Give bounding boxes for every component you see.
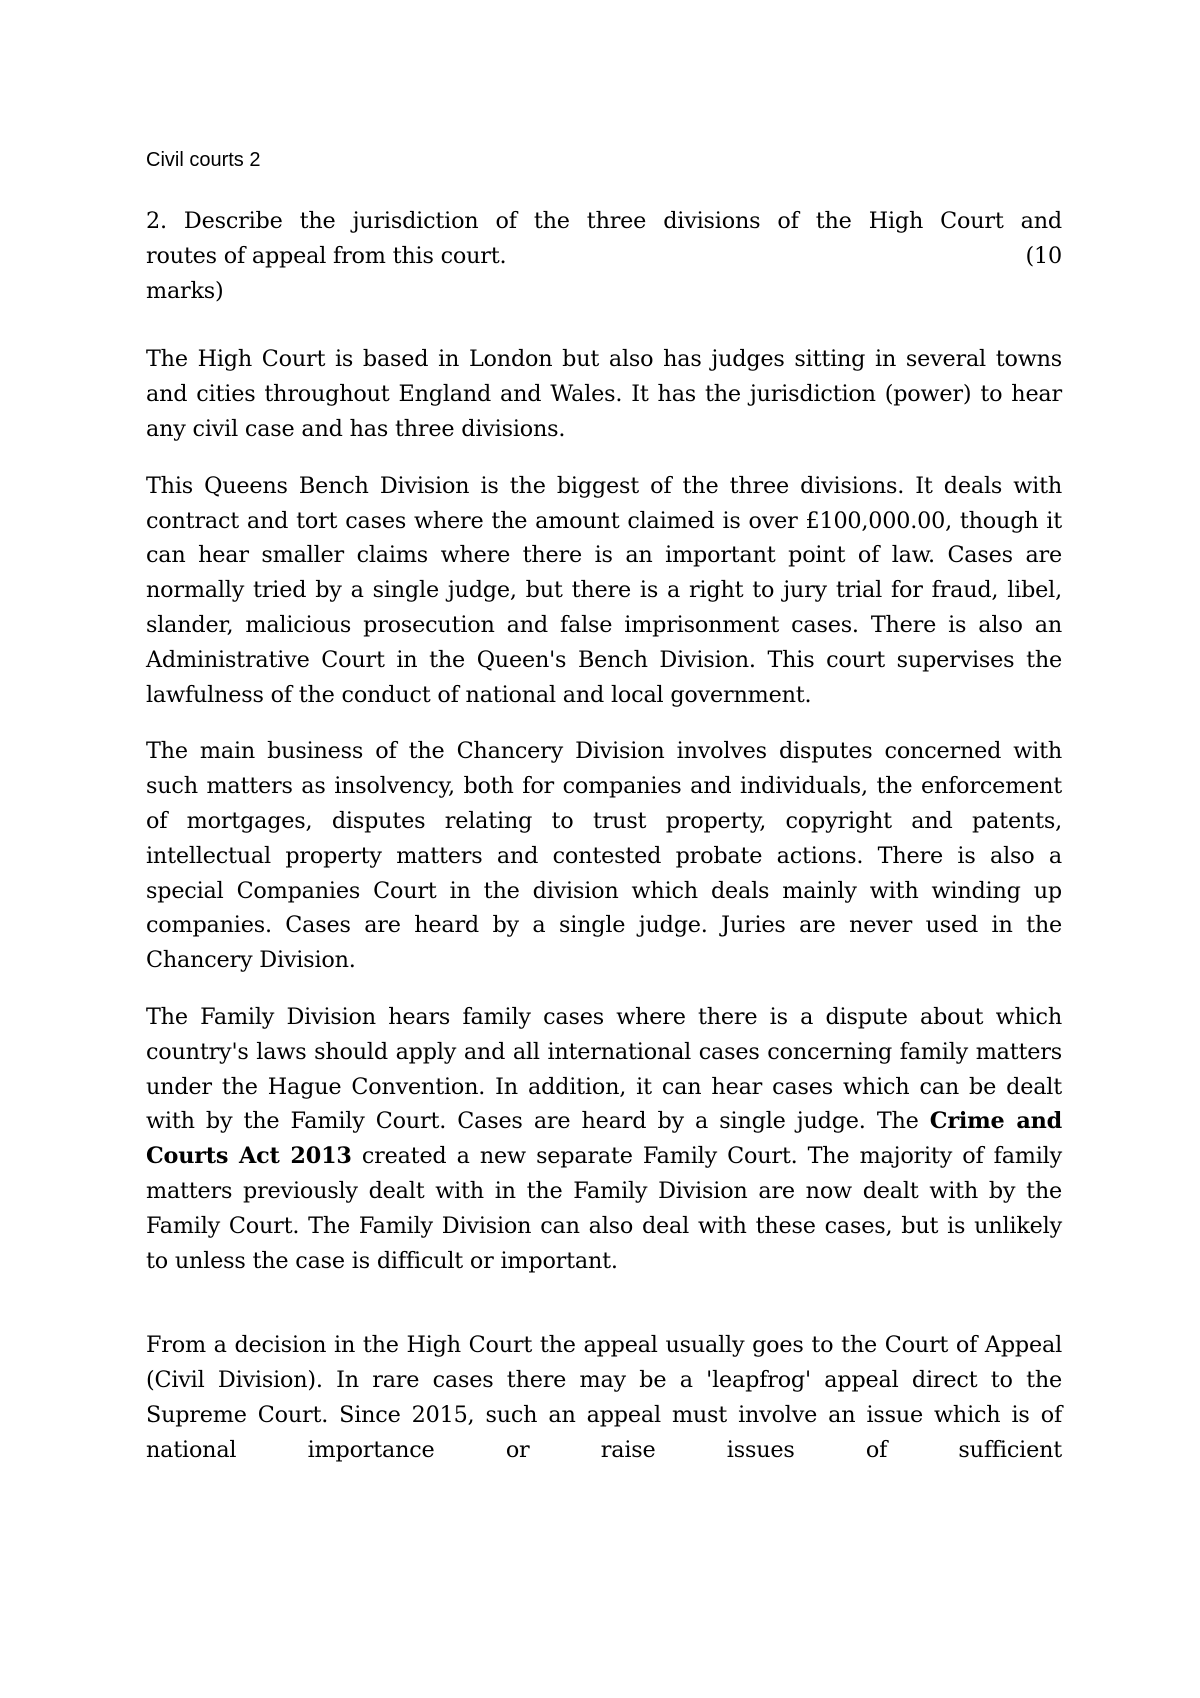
family-text-1: The Family Division hears family cases where there is a dispute about which country's laws should apply and all international cases concerning family matters under the Hague Convention. In addition, it can hear cases which can be dealt with by the Family Court. Cases are heard by a single judge. The — [146, 1003, 1062, 1135]
document-body — [146, 204, 1062, 1468]
act-name: Crime and Courts Act 2013 — [146, 1108, 1063, 1170]
family-text-2: created a new separate Family Court. The majority of family matters previously dealt with in the Family Division are now dealt with by the Family Court. The Family Division can also deal with these cases, but is unlikely to unless the case is difficult or important. — [146, 1143, 1062, 1274]
question-line-2 — [146, 239, 1062, 274]
spacer — [146, 308, 1062, 342]
paragraph-appeal-routes: From a decision in the High Court the appeal usually goes to the Court of Appeal (Civil Division). In rare cases there may be a 'leapfrog' appeal direct to the Supreme Court. Since 2015, such an appeal must involve an issue which is of national importance or raise issues of sufficient — [146, 1332, 1062, 1463]
paragraph-family-division — [146, 1000, 1062, 1278]
question-text: routes of appeal from this court. — [146, 242, 507, 269]
question-marks-suffix: marks) — [146, 277, 224, 304]
paragraph-high-court: The High Court is based in London but also has judges sitting in several towns and cities throughout England and Wales. It has the jurisdiction (power) to hear any civil case and has three divisions. — [146, 346, 1062, 442]
question-block — [146, 204, 1062, 308]
question-marks: (10 — [1025, 242, 1062, 269]
paragraph-queens-bench: This Queens Bench Division is the biggest of the three divisions. It deals with contract and tort cases where the amount claimed is over £100,000.00, though it can hear smaller claims where there is an important point of law. Cases are normally tried by a single judge, but there is a right to jury trial for fraud, libel, slander, malicious prosecution and false imprisonment cases. There is also an Administrative Court in the Queen's Bench Division. This court supervises the lawfulness of the conduct of national and local government. — [146, 472, 1062, 708]
question-line-1: 2. Describe the jurisdiction of the three divisions of the High Court and — [146, 208, 1062, 234]
page-header: Civil courts 2 — [146, 149, 261, 171]
paragraph-chancery: The main business of the Chancery Division involves disputes concerned with such matters as insolvency, both for companies and individuals, the enforcement of mortgages, disputes relating to trust property, copyright and patents, intellectual property matters and contested probate actions. There is also a special Companies Court in the division which deals mainly with winding up companies. Cases are heard by a single judge. Juries are never used in the Chancery Division. — [146, 738, 1062, 974]
